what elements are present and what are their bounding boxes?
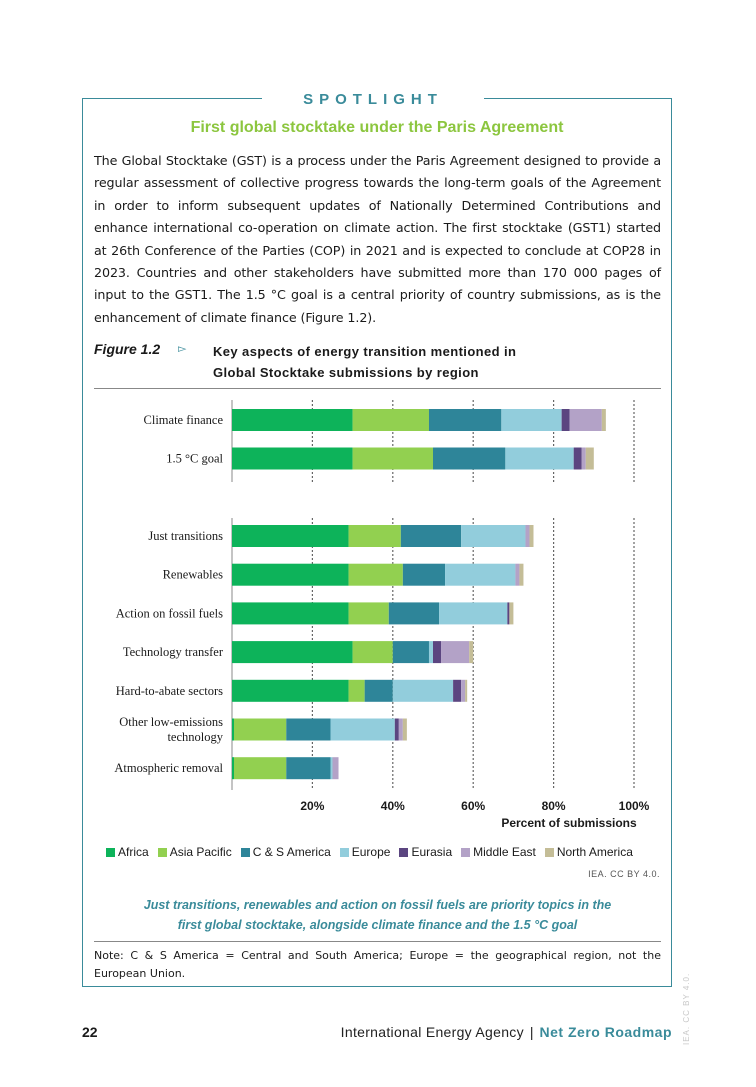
legend-item <box>340 845 391 859</box>
bar-segment <box>453 680 461 702</box>
legend-label: Eurasia <box>411 845 453 859</box>
bar-segment <box>433 641 441 663</box>
bar-segment <box>349 564 403 586</box>
legend-label: North America <box>556 845 633 859</box>
legend-swatch <box>340 848 349 857</box>
legend-item <box>461 845 536 859</box>
bar-segment <box>465 680 467 702</box>
legend-swatch <box>158 848 167 857</box>
bar-segment <box>401 525 461 547</box>
bar-segment <box>461 680 465 702</box>
legend-label: Africa <box>118 845 149 859</box>
legend-swatch <box>461 848 470 857</box>
spotlight-title: First global stocktake under the Paris Agreement <box>190 119 564 136</box>
bar-segment <box>461 525 525 547</box>
bar-segment <box>515 564 519 586</box>
category-label: Other low-emissions <box>119 715 223 729</box>
legend-label: Middle East <box>473 845 536 859</box>
figure-label: Figure 1.2 <box>94 341 161 357</box>
category-label: 1.5 °C goal <box>166 451 223 466</box>
bar-segment <box>349 602 389 624</box>
bar-segment <box>330 719 394 741</box>
legend-label: Europe <box>351 845 391 859</box>
bar-segment <box>333 757 339 779</box>
bar-segment <box>403 719 407 741</box>
bar-segment <box>562 409 570 431</box>
figure-title-line-2: Global Stocktake submissions by region <box>213 365 479 380</box>
bar-segment <box>403 564 445 586</box>
bar-segment <box>393 641 429 663</box>
x-tick-label: 100% <box>618 799 650 813</box>
bar-segment <box>439 602 507 624</box>
x-axis-label: Percent of submissions <box>501 816 637 830</box>
figure-caption-line-2: first global stocktake, alongside climate finance and the 1.5 °C goal <box>177 918 578 932</box>
bar-segment <box>232 564 349 586</box>
bar-segment <box>602 409 606 431</box>
page-number: 22 <box>82 1024 98 1040</box>
bar-segment <box>353 641 393 663</box>
figure-note: Note: C & S America = Central and South America; Europe = the geographical region, not the European Union. <box>94 949 661 980</box>
spotlight-label: SPOTLIGHT <box>262 90 484 110</box>
category-label: Atmospheric removal <box>114 761 223 776</box>
bar-segment <box>232 757 234 779</box>
bar-segment <box>501 409 561 431</box>
bar-segment <box>232 602 349 624</box>
bar-segment <box>429 409 501 431</box>
bar-segment <box>232 680 349 702</box>
x-tick-label: 40% <box>380 799 405 813</box>
note-rule <box>94 941 661 942</box>
bar-segment <box>445 564 515 586</box>
category-label: Renewables <box>162 567 223 582</box>
bar-segment <box>232 719 234 741</box>
bar-segment <box>232 409 353 431</box>
bar-segment <box>330 757 332 779</box>
figure-caption <box>94 895 661 935</box>
chart-legend <box>106 845 642 859</box>
legend-item <box>545 845 633 859</box>
bar-segment <box>349 680 365 702</box>
category-label: technology <box>167 730 223 744</box>
bar-segment <box>525 525 529 547</box>
footer-separator: | <box>529 1024 534 1040</box>
bar-segment <box>505 448 573 470</box>
bar-segment <box>389 602 439 624</box>
category-label: Climate finance <box>143 413 223 427</box>
vertical-credit: IEA. CC BY 4.0. <box>682 972 691 1045</box>
figure-title-line-1: Key aspects of energy transition mentioned in <box>213 344 517 359</box>
category-label: Hard-to-abate sectors <box>115 683 223 698</box>
bar-segment <box>429 641 433 663</box>
bar-segment <box>234 757 286 779</box>
bar-segment <box>529 525 533 547</box>
bar-segment <box>395 719 399 741</box>
legend-swatch <box>241 848 250 857</box>
bar-segment <box>509 602 513 624</box>
page-footer <box>341 1024 672 1040</box>
figure-caption-line-1: Just transitions, renewables and action on fossil fuels are priority topics in the <box>143 898 612 912</box>
bar-segment <box>286 757 330 779</box>
bar-segment <box>365 680 393 702</box>
footer-agency: International Energy Agency <box>340 1024 524 1040</box>
bar-segment <box>574 448 582 470</box>
category-label: Action on fossil fuels <box>115 606 223 621</box>
legend-item <box>106 845 149 859</box>
bar-segment <box>507 602 509 624</box>
bar-segment <box>353 448 433 470</box>
x-tick-label: 60% <box>461 799 486 813</box>
bar-segment <box>570 409 602 431</box>
bar-segment <box>469 641 473 663</box>
bar-segment <box>586 448 594 470</box>
bar-segment <box>399 719 403 741</box>
bar-segment <box>582 448 586 470</box>
category-label: Just transitions <box>148 529 223 543</box>
bar-segment <box>234 719 286 741</box>
spotlight-body: The Global Stocktake (GST) is a process under the Paris Agreement designed to provide a regular assessment of collective progress towards the long-term goals of the Agreement in order to inform subsequent updates of Nationally Determined Contributions and enhance international co-operation on climate action. The first stocktake (GST1) started at 26th Conference of the Parties (COP) in 2021 and is expected to conclude at COP28 in 2023. Countries and other stakeholders have submitted more than 170 000 pages of input to the GST1. The 1.5 °C goal is a central priority of country submissions, as is the enhancement of climate finance (Figure 1.2). <box>94 153 661 325</box>
bar-segment <box>286 719 330 741</box>
figure-credit: IEA. CC BY 4.0. <box>588 869 660 879</box>
bar-segment <box>232 641 353 663</box>
bar-segment <box>441 641 469 663</box>
legend-swatch <box>545 848 554 857</box>
bar-segment <box>232 525 349 547</box>
x-tick-label: 20% <box>300 799 325 813</box>
legend-item <box>241 845 331 859</box>
legend-swatch <box>399 848 408 857</box>
category-label: Technology transfer <box>122 645 223 660</box>
legend-label: C & S America <box>252 845 331 859</box>
legend-item <box>399 845 452 859</box>
legend-swatch <box>106 848 115 857</box>
bar-segment <box>393 680 453 702</box>
legend-label: Asia Pacific <box>169 845 232 859</box>
bar-segment <box>349 525 401 547</box>
bar-segment <box>519 564 523 586</box>
x-tick-label: 80% <box>541 799 566 813</box>
bar-segment <box>433 448 505 470</box>
footer-report-title: Net Zero Roadmap <box>539 1024 672 1040</box>
bar-segment <box>353 409 429 431</box>
legend-item <box>158 845 232 859</box>
figure-arrow-icon: ▻ <box>178 343 187 355</box>
bar-segment <box>232 448 353 470</box>
